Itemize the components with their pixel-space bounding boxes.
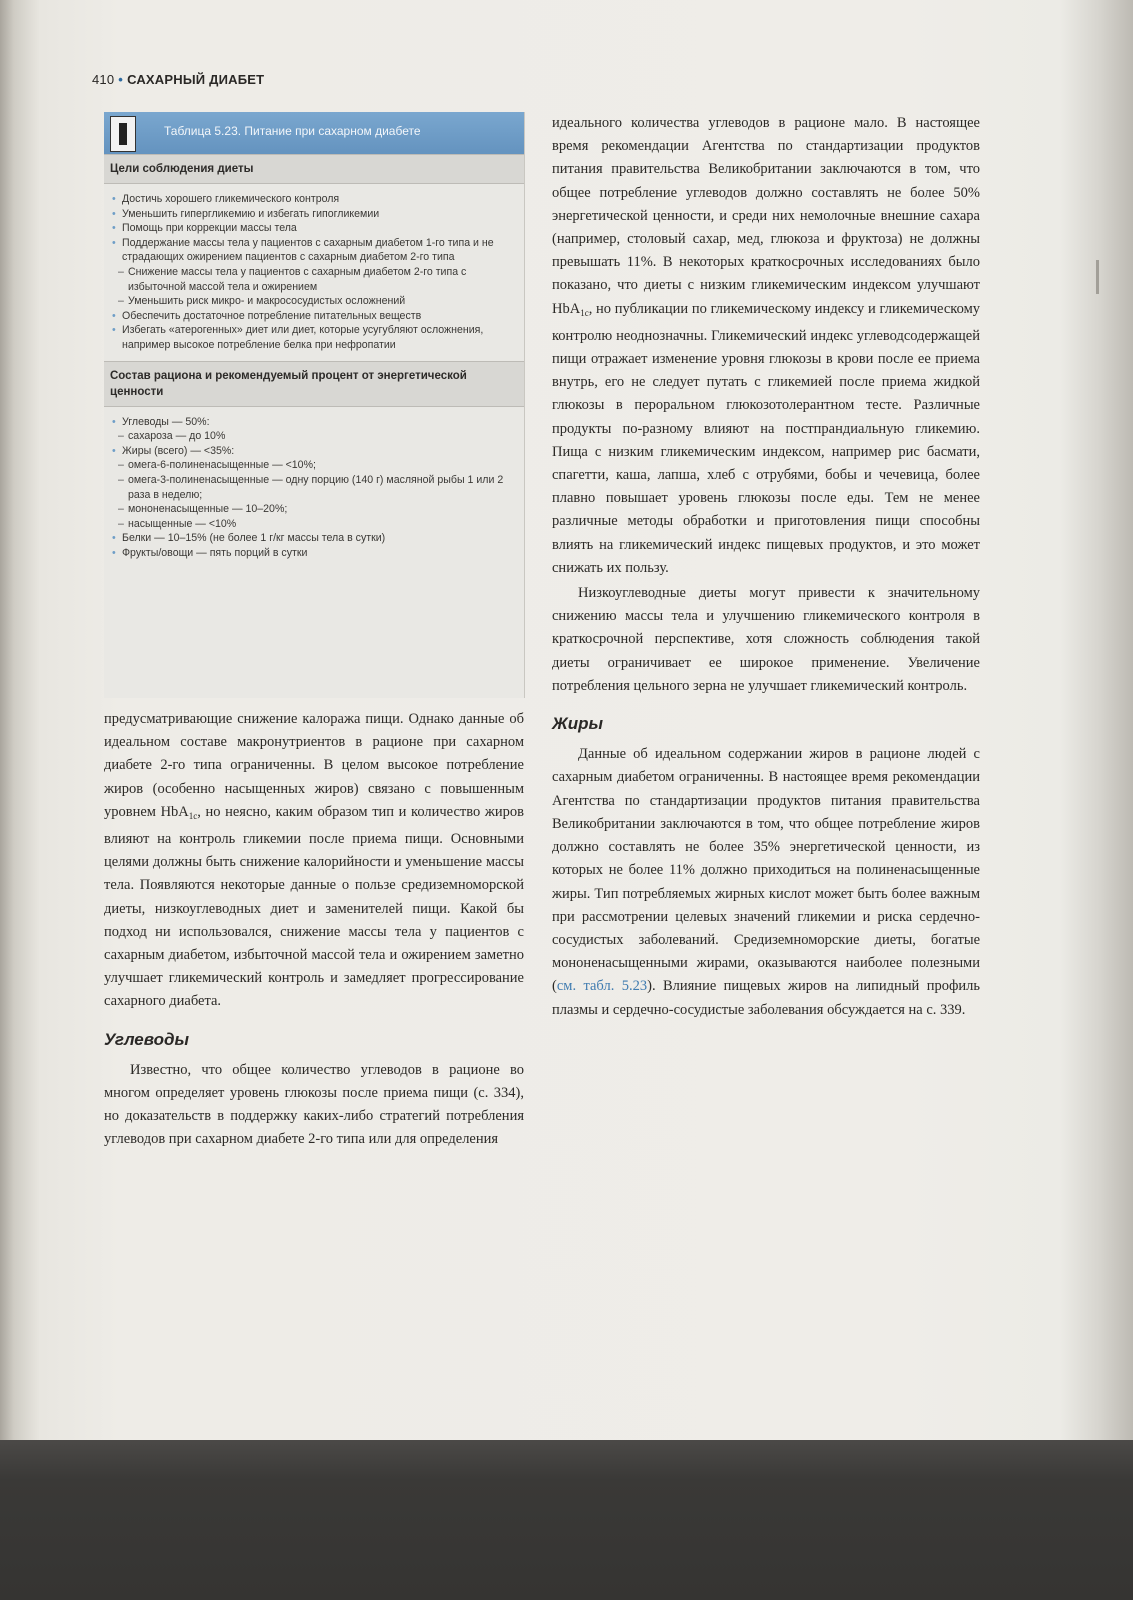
subscript: 1c <box>188 810 198 821</box>
list-item: – Уменьшить риск микро- и макрососудистых осложнений <box>110 294 518 309</box>
list-item: • Уменьшить гипергликемию и избегать гипогликемии <box>110 207 518 222</box>
text-run: предусматривающие снижение калоража пищи. Однако данные об идеальном составе макронутриентов в рационе при сахарном диабете 2-го типа ограниченны. В целом высокое потребление жиров (особенно насыщенных жиров) связано с повышенным уровнем HbA <box>104 711 524 820</box>
scan-background <box>0 1440 1133 1600</box>
text-run: идеального количества углеводов в рационе мало. В настоящее время рекомендации Агентства по стандартизации продуктов питания правительства Великобритании заключаются в том, что общее потребление углеводов должно составлять не более 50% энергетической ценности, и среди них немолочные внешние сахара (например, столовый сахар, мед, глюкоза и фруктоза) не должны превышать 11%. В некоторых краткосрочных исследованиях было показано, что диеты с низким гликемическим индексом улучшают HbA <box>552 115 980 317</box>
composition-list <box>104 407 524 569</box>
paragraph: Низкоуглеводные диеты могут привести к значительному снижению массы тела и улучшению гликемического контроля в краткосрочной перспективе, хотя сложность соблюдения такой диеты ограничивает ее широкое применение. Увеличение потребления цельного зерна не улучшает гликемический контроль. <box>552 585 980 694</box>
table-title: Таблица 5.23. Питание при сахарном диабете <box>164 124 421 138</box>
chapter-title: САХАРНЫЙ ДИАБЕТ <box>127 72 265 87</box>
info-icon <box>110 116 136 152</box>
nutrition-table <box>104 112 525 698</box>
section-heading-fats: Жиры <box>552 714 604 734</box>
paragraph: Известно, что общее количество углеводов в рационе во многом определяет уровень глюкозы после приема пищи (с. 334), но доказательств в поддержку каких-либо стратегий потребления углеводов при сахарном диабете 2-го типа или для определения <box>104 1061 524 1148</box>
list-item: • Углеводы — 50%: <box>110 415 518 430</box>
list-item: • Фрукты/овощи — пять порций в сутки <box>110 546 518 561</box>
list-item: • Жиры (всего) — <35%: <box>110 444 518 459</box>
margin-mark <box>1096 260 1099 294</box>
paragraph <box>552 112 980 580</box>
list-item: • Достичь хорошего гликемического контроля <box>110 192 518 207</box>
list-item: • Избегать «атерогенных» диет или диет, которые усугубляют осложнения, например высокое потребление белка при нефропатии <box>110 323 518 352</box>
text-run: ). Влияние пищевых жиров на липидный профиль плазмы и сердечно-сосудистые заболевания обсуждается на с. 339. <box>552 978 980 1018</box>
list-item: • Белки — 10–15% (не более 1 г/кг массы тела в сутки) <box>110 531 518 546</box>
list-item: – сахароза — до 10% <box>110 429 518 444</box>
page-number: 410 <box>92 72 115 87</box>
goals-list <box>104 184 524 361</box>
subscript: 1c <box>580 307 589 318</box>
paragraph <box>104 708 524 1014</box>
running-head <box>92 72 264 87</box>
paragraph <box>552 743 980 1021</box>
right-column-text <box>552 112 980 1022</box>
list-item: – насыщенные — <10% <box>110 517 518 532</box>
table-cross-reference[interactable]: см. табл. 5.23 <box>556 978 648 995</box>
text-run: Данные об идеальном содержании жиров в рационе людей с сахарным диабетом ограниченны. В настоящее время рекомендации Агентства по стандартизации продуктов питания правительства Великобритании заключаются в том, что общее потребление жиров должно составлять не более 35% энергетической ценности, из которых не более 11% должно приходиться на полиненасыщенные жиры. Тип потребляемых жирных кислот может быть более важным при рассмотрении целевых значений гликемии и риска сердечно-сосудистых заболеваний. Средиземноморские диеты, богатые мононенасыщенными жирами, оказываются наиболее полезными ( <box>552 746 980 995</box>
list-item: • Помощь при коррекции массы тела <box>110 221 518 236</box>
text-run: , но публикации по гликемическому индексу и гликемическому контролю неоднозначны. Гликемический индекс углеводсодержащей пищи отражает изменение уровня глюкозы в крови после ее приема внутрь, его не следует путать с гликемией после приема жидкой глюкозы в пероральном глюкозотолерантном тесте. Различные продукты по-разному влияют на постпрандиальную гликемию. Пища с низким гликемическим индексом, например рис басмати, спагетти, каша, лапша, хлеб с отрубями, бобы и чечевица, более плавно повышает уровень глюкозы после еды. Тем не менее различные методы обработки и приготовления пищи способны влиять на гликемический индекс пищевых продуктов, и это может снижать их пользу. <box>552 300 980 576</box>
list-item: – омега-3-полиненасыщенные — одну порцию (140 г) масляной рыбы 1 или 2 раза в неделю; <box>110 473 518 502</box>
composition-heading: Состав рациона и рекомендуемый процент от энергетической ценности <box>104 361 524 407</box>
list-item: – омега-6-полиненасыщенные — <10%; <box>110 458 518 473</box>
list-item: • Обеспечить достаточное потребление питательных веществ <box>110 309 518 324</box>
text-run: , но неясно, каким образом тип и количество жиров влияют на контроль гликемии после приема пищи. Основными целями должны быть снижение калорийности и уменьшение массы тела. Появляются некоторые данные о пользе средиземноморской диеты, низкоуглеводных диет и заменителей пищи. Какой бы подход ни использовался, снижение массы тела у пациентов с сахарным диабетом, избыточной массой тела и ожирением заметно улучшает гликемический контроль и замедляет прогрессирование сахарного диабета. <box>104 803 524 1010</box>
left-column-text <box>104 708 524 1152</box>
list-item: • Поддержание массы тела у пациентов с сахарным диабетом 1-го типа и не страдающих ожирением пациентов с сахарным диабетом 2-го типа <box>110 236 518 265</box>
separator-dot: • <box>118 72 124 87</box>
goals-heading: Цели соблюдения диеты <box>104 154 524 184</box>
table-header <box>104 112 524 154</box>
list-item: – Снижение массы тела у пациентов с сахарным диабетом 2-го типа с избыточной массой тела и ожирением <box>110 265 518 294</box>
section-heading-carbs: Углеводы <box>104 1029 189 1049</box>
list-item: – мононенасыщенные — 10–20%; <box>110 502 518 517</box>
